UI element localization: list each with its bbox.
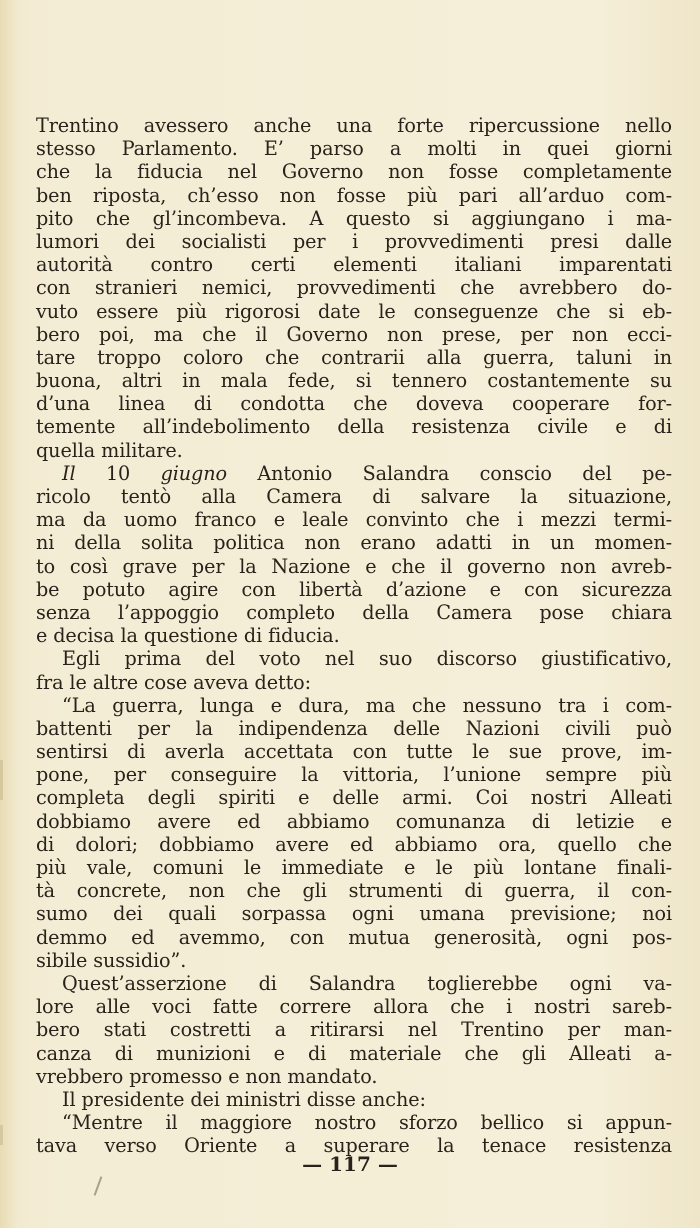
text-line: Il presidente dei ministri disse anche: — [62, 1087, 426, 1111]
text-line: d’una linea di condotta che doveva cooperare for- — [36, 392, 672, 416]
text-line: fra le altre cose aveva detto: — [36, 670, 312, 694]
text-line: stesso Parlamento. E’ parso a molti in quei giorni — [36, 137, 672, 161]
text-line: sibile sussidio”. — [36, 948, 187, 972]
text-line: tà concrete, non che gli strumenti di guerra, il con- — [36, 879, 672, 903]
text-line: Quest’asserzione di Salandra toglierebbe ogni va- — [62, 971, 672, 995]
text-line: lore alle voci fatte correre allora che i nostri sareb- — [36, 995, 672, 1019]
text-line: ma da uomo franco e leale convinto che i mezzi termi- — [36, 508, 672, 532]
text-line: buona, altri in mala fede, si tennero costantemente su — [36, 369, 672, 393]
text-line: senza l’appoggio completo della Camera pose chiara — [36, 600, 672, 624]
text-line: lumori dei socialisti per i provvedimenti presi dalle — [36, 229, 672, 253]
text-line: to così grave per la Nazione e che il governo non avreb- — [36, 554, 672, 578]
page-edge-shadow — [0, 760, 3, 800]
text-line: demmo ed avemmo, con mutua generosità, ogni pos- — [36, 925, 672, 949]
text-line: tava verso Oriente a superare la tenace resistenza — [36, 1134, 672, 1158]
text-line: pone, per conseguire la vittoria, l’unione sempre più — [36, 763, 672, 787]
text-line: con stranieri nemici, provvedimenti che avrebbero do- — [36, 276, 672, 300]
text-line: bero stati costretti a ritirarsi nel Trentino per man- — [36, 1018, 672, 1042]
page-edge-shadow — [0, 1125, 3, 1145]
text-line: completa degli spiriti e delle armi. Coi nostri Alleati — [36, 786, 672, 810]
italic-word: Il — [62, 461, 76, 485]
text-line: ricolo tentò alla Camera di salvare la situazione, — [36, 485, 672, 508]
text-line: battenti per la indipendenza delle Nazioni civili può — [36, 716, 672, 740]
text-line: be potuto agire con libertà d’azione e con sicurezza — [36, 577, 672, 601]
text-line: pito che gl’incombeva. A questo si aggiungano i ma- — [36, 206, 672, 230]
text-line: di dolori; dobbiamo avere ed abbiamo ora, quello che — [36, 832, 672, 856]
text-line: dobbiamo avere ed abbiamo comunanza di letizie e — [36, 809, 672, 833]
text-line: ni della solita politica non erano adatti in un momen- — [36, 531, 672, 555]
text-line: “La guerra, lunga e dura, ma che nessuno tra i com- — [62, 693, 672, 717]
text-line: canza di munizioni e di materiale che gli Alleati a- — [36, 1041, 672, 1065]
italic-word: giugno — [160, 461, 227, 485]
text-line: tare troppo coloro che contrarii alla guerra, taluni in — [36, 345, 672, 369]
text-line: bero poi, ma che il Governo non prese, per non ecci- — [36, 322, 672, 346]
text-line: autorità contro certi elementi italiani imparentati — [36, 253, 672, 277]
text-line: “Mentre il maggiore nostro sforzo bellico si appun- — [62, 1111, 672, 1135]
body-text — [36, 114, 672, 1157]
text-line: quella militare. — [36, 438, 183, 462]
text-line: vrebbero promesso e non mandato. — [36, 1064, 378, 1088]
text-line: che la fiducia nel Governo non fosse completamente — [36, 160, 672, 184]
text-line: Trentino avessero anche una forte ripercussione nello — [36, 114, 672, 137]
text-line: Il 10 giugno Antonio Salandra conscio del pe- — [62, 461, 672, 485]
text-line: più vale, comuni le immediate e le più lontane finali- — [36, 856, 672, 879]
text-line: sumo dei quali sorpassa ogni umana previsione; noi — [36, 902, 672, 926]
page-number: — 117 — — [302, 1152, 398, 1176]
text-line: temente all’indebolimento della resistenza civile e di — [36, 415, 672, 439]
text-line: e decisa la questione di fiducia. — [36, 624, 340, 648]
text-line: sentirsi di averla accettata con tutte le sue prove, im- — [36, 740, 672, 764]
text-line: vuto essere più rigorosi date le conseguenze che si eb- — [36, 299, 672, 323]
text-line: Egli prima del voto nel suo discorso giustificativo, — [62, 647, 672, 671]
text-line: ben riposta, ch’esso non fosse più pari all’arduo com- — [36, 183, 672, 207]
ink-mark — [94, 1176, 103, 1195]
